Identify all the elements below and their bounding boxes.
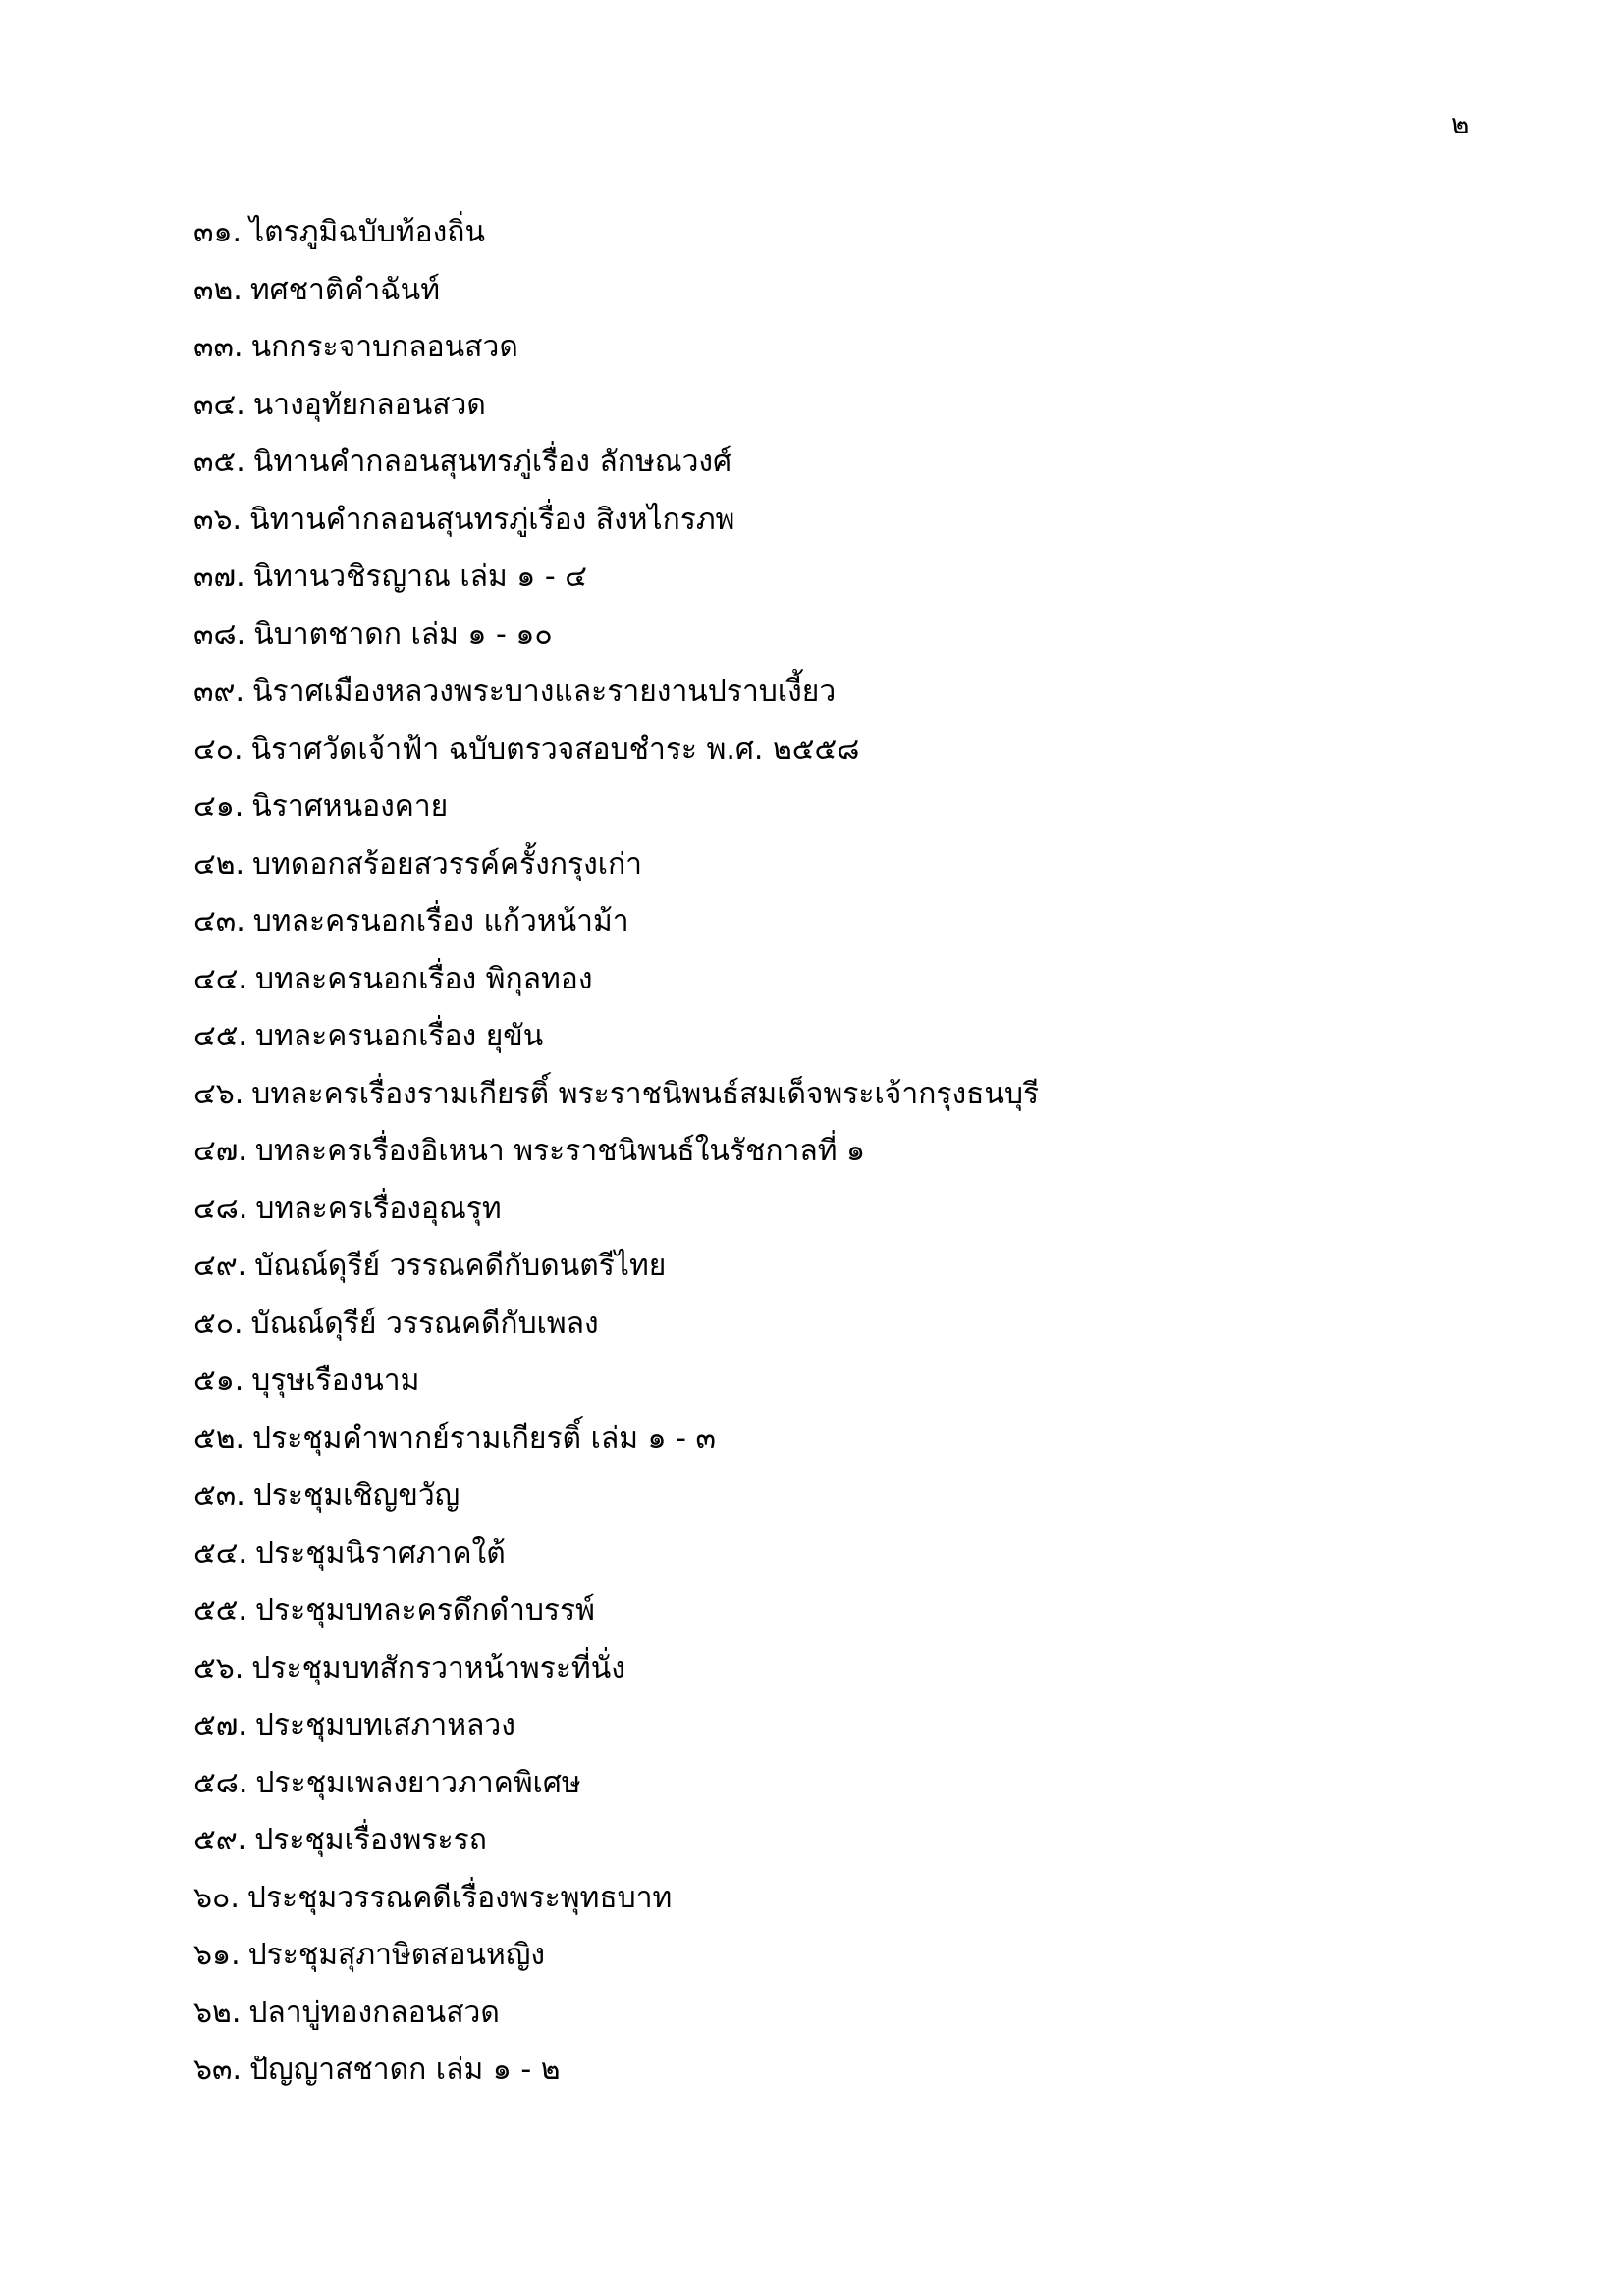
list-item [193,1360,1039,1417]
item-title: ประชุมเชิญขวัญ [252,1478,460,1513]
item-number: ๕๔. [193,1535,247,1571]
item-title: ปัญญาสชาดก เล่ม ๑ - ๒ [249,2053,561,2087]
item-number: ๔๐. [193,731,244,767]
list-item [193,900,1039,958]
list-item [193,728,1039,786]
item-title: ประชุมวรรณคดีเรื่องพระพุทธบาท [246,1880,673,1915]
item-number: ๕๕. [193,1593,247,1628]
item-title: บทละครเรื่องรามเกียรติ์ พระราชนิพนธ์สมเด็จพระเจ้ากรุงธนบุรี [251,1076,1040,1111]
item-title: นิทานคำกลอนสุนทรภู่เรื่อง ลักษณวงศ์ [252,445,732,479]
item-title: ประชุมบทละครดึกดำบรรพ์ [254,1593,595,1628]
item-title: บทละครนอกเรื่อง ยุขัน [254,1019,544,1053]
item-number: ๔๖. [193,1076,244,1111]
page-number: ๒ [1451,108,1470,140]
list-item [193,670,1039,728]
list-item [193,556,1039,614]
item-number: ๕๙. [193,1823,247,1857]
list-item [193,1877,1039,1935]
item-title: ทศชาติคำฉันท์ [249,272,440,307]
item-title: ประชุมนิราศภาคใต้ [254,1535,506,1571]
item-number: ๖๐. [193,1880,240,1915]
item-number: ๖๒. [193,1995,242,2030]
list-item [193,1589,1039,1647]
item-title: ประชุมเพลงยาวภาคพิเศษ [255,1765,581,1800]
item-number: ๓๖. [193,502,243,537]
item-title: ไตรภูมิฉบับท้องถิ่น [249,215,485,249]
list-item [193,1015,1039,1073]
list-item [193,2049,1039,2107]
item-number: ๕๐. [193,1306,244,1341]
item-title: นกกระจาบกลอนสวด [250,330,518,364]
item-number: ๓๔. [193,387,245,422]
item-number: ๖๓. [193,2053,243,2087]
item-number: ๓๓. [193,330,244,364]
item-number: ๔๗. [193,1134,247,1168]
list-item [193,614,1039,671]
item-number: ๕๘. [193,1765,248,1800]
item-title: นิราศวัดเจ้าฟ้า ฉบับตรวจสอบชำระ พ.ศ. ๒๕๕๘ [250,731,860,767]
item-title: นิทานคำกลอนสุนทรภู่เรื่อง สิงหไกรภพ [249,502,735,537]
list-item [193,843,1039,901]
item-number: ๔๕. [193,1019,247,1053]
item-title: บทละครนอกเรื่อง แก้วหน้าม้า [252,904,629,938]
list-item [193,211,1039,269]
item-number: ๔๔. [193,961,247,996]
list-item [193,1647,1039,1705]
list-item [193,1188,1039,1246]
book-list [193,211,1039,2107]
item-title: บทละครเรื่องอุณรุท [255,1191,502,1226]
item-title: บัณณ์ดุรีย์ วรรณคดีกับดนตรีไทย [254,1249,667,1283]
item-title: บัณณ์ดุรีย์ วรรณคดีกับเพลง [250,1306,599,1341]
item-title: ปลาบู่ทองกลอนสวด [248,1995,500,2030]
list-item [193,1073,1039,1131]
item-number: ๕๖. [193,1650,244,1685]
list-item [193,499,1039,557]
item-number: ๔๑. [193,789,244,824]
item-number: ๓๑. [193,215,243,249]
item-title: นิราศเมืองหลวงพระบางและรายงานปราบเงี้ยว [252,674,837,709]
item-number: ๓๕. [193,445,245,479]
item-title: ประชุมคำพากย์รามเกียรติ์ เล่ม ๑ - ๓ [252,1420,716,1456]
item-number: ๔๙. [193,1249,247,1283]
list-item [193,1704,1039,1762]
item-number: ๔๓. [193,904,245,938]
list-item [193,1934,1039,1992]
item-number: ๕๒. [193,1420,245,1456]
item-number: ๕๗. [193,1708,247,1742]
item-number: ๕๑. [193,1363,244,1398]
item-title: นิบาตชาดก เล่ม ๑ - ๑๐ [253,616,553,652]
list-item [193,1819,1039,1877]
list-item [193,441,1039,499]
list-item [193,785,1039,843]
item-number: ๓๗. [193,560,245,594]
item-title: นิทานวชิรญาณ เล่ม ๑ - ๔ [252,560,587,594]
item-title: ประชุมบทสักรวาหน้าพระที่นั่ง [251,1650,625,1685]
item-number: ๓๘. [193,616,246,652]
item-title: บทละครนอกเรื่อง พิกุลทอง [254,961,593,996]
list-item [193,1417,1039,1475]
list-item [193,1992,1039,2050]
item-number: ๔๒. [193,846,245,881]
list-item [193,326,1039,384]
list-item [193,1474,1039,1532]
list-item [193,1532,1039,1590]
item-number: ๓๒. [193,272,243,307]
item-number: ๔๘. [193,1191,248,1226]
item-number: ๓๙. [193,674,245,709]
item-title: ประชุมเรื่องพระรถ [254,1823,487,1857]
list-item [193,1762,1039,1820]
list-item [193,384,1039,442]
item-number: ๕๓. [193,1478,245,1513]
item-title: บทดอกสร้อยสวรรค์ครั้งกรุงเก่า [252,846,643,881]
list-item [193,1303,1039,1361]
list-item [193,269,1039,327]
item-title: ประชุมบทเสภาหลวง [254,1708,515,1742]
item-title: บทละครเรื่องอิเหนา พระราชนิพนธ์ในรัชกาลที่ ๑ [254,1134,866,1168]
item-title: บุรุษเรืองนาม [251,1363,420,1398]
list-item [193,1130,1039,1188]
item-number: ๖๑. [193,1938,241,1972]
list-item [193,958,1039,1016]
item-title: ประชุมสุภาษิตสอนหญิง [247,1938,546,1972]
list-item [193,1245,1039,1303]
item-title: นิราศหนองคาย [251,789,449,824]
item-title: นางอุทัยกลอนสวด [252,387,486,422]
